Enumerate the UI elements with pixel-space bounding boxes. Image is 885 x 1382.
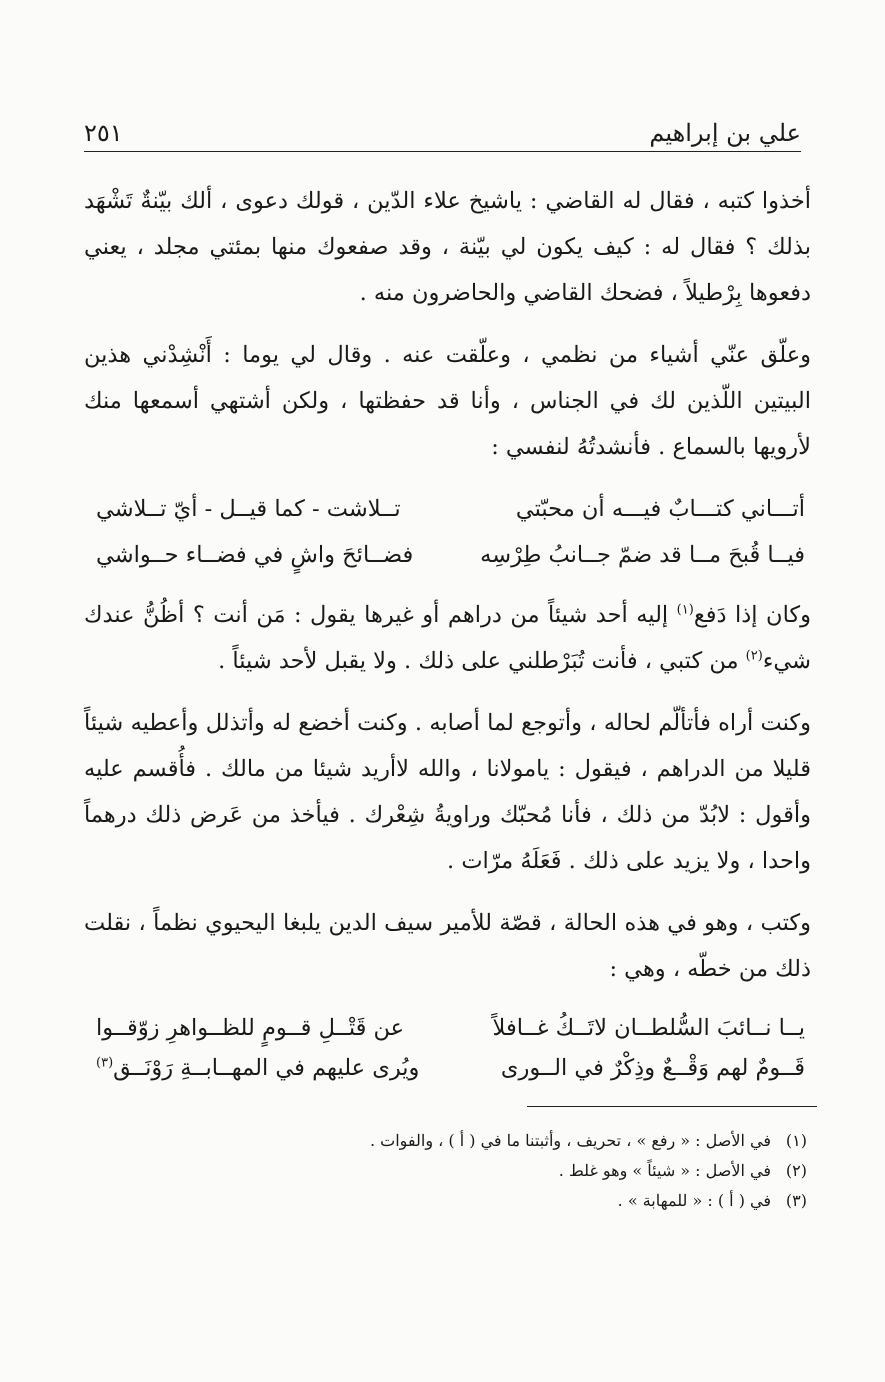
verse-line xyxy=(84,486,811,532)
footnote-text: في ( أ ) : « للمهابة » . xyxy=(617,1191,771,1210)
verse-block-1 xyxy=(84,486,811,578)
verse-hemistich-right: يــا نــائبَ السُّلطــان لاتَــكُ غــافلاً xyxy=(492,1015,805,1041)
footnote-item xyxy=(84,1156,807,1186)
main-text xyxy=(84,178,811,1102)
chapter-title: علي بن إبراهيم xyxy=(649,119,801,147)
footnote-text: في الأصل : « شيئاً » وهو غلط . xyxy=(558,1161,771,1180)
verse-text: ويُرى عليهم في المهــابــةِ رَوْنَــق xyxy=(113,1055,420,1081)
verse-line xyxy=(84,1048,811,1088)
footnote-number: (١) xyxy=(785,1131,807,1150)
page-number: ٢٥١ xyxy=(84,119,123,147)
footnotes xyxy=(84,1126,807,1216)
verse-line xyxy=(84,1008,811,1048)
paragraph-3 xyxy=(84,592,811,684)
footnote-item xyxy=(84,1186,807,1216)
footnote-number: (٢) xyxy=(785,1161,807,1180)
footnote-ref-2: (٢) xyxy=(745,648,763,664)
footnote-ref-1: (١) xyxy=(676,602,694,618)
verse-block-2 xyxy=(84,1008,811,1088)
footnote-item xyxy=(84,1126,807,1156)
paragraph-3-part: إليه أحد شيئاً من دراهم أو غيرها يقول : مَن أنت ؟ أظُنُّ عندك شيء xyxy=(84,602,811,674)
paragraph-1: أخذوا كتبه ، فقال له القاضي : ياشيخ علاء الدّين ، قولك دعوى ، ألك بيّنةٌ تَشْهَد بذلك ؟ فقال له : كيف يكون لي بيّنة ، وقد صفعوك منها بمئتي مجلد ، يعني دفعوها بِرْطيلاً ، فضحك القاضي والحاضرون منه . xyxy=(84,188,811,306)
paragraph-5: وكتب ، وهو في هذه الحالة ، قصّة للأمير سيف الدين يلبغا اليحيوي نظماً ، نقلت ذلك من خطّه ، وهي : xyxy=(84,910,811,982)
verse-hemistich-right: فيــا قُبحَ مــا قد ضمّ جــانبُ طِرْسِه xyxy=(480,542,805,568)
running-header xyxy=(84,104,801,152)
verse-hemistich-left: تــلاشت - كما قيــل - أيّ تــلاشي xyxy=(96,496,401,522)
paragraph-4: وكنت أراه فأتألّم لحاله ، وأتوجع لما أصابه . وكنت أخضع له وأتذلل وأعطيه شيئاً قليلا من الدراهم ، فيقول : يامولانا ، والله لاأريد شيئا من مالك . فأُقسم عليه وأقول : لابُدّ من ذلك ، فأنا مُحبّك وراويةُ شِعْرك . فيأخذ من عَرض ذلك درهماً واحدا ، ولا يزيد على ذلك . فَعَلَهُ مرّات . xyxy=(84,710,811,874)
verse-hemistich-right: أتـــاني كتـــابٌ فيـــه أن محبّتي xyxy=(515,496,805,522)
verse-hemistich-right: قَــومٌ لهم وَقْــعٌ وذِكْرٌ في الــورى xyxy=(500,1055,805,1081)
verse-hemistich-left xyxy=(96,1048,419,1088)
verse-hemistich-left: عن قَتْــلِ قــومٍ للظــواهرِ زوّقــوا xyxy=(96,1015,405,1041)
footnote-number: (٣) xyxy=(785,1191,807,1210)
paragraph-3-part: وكان إذا دَفع xyxy=(693,602,811,628)
paragraph-3-part: من كتبي ، فأنت تُبَرْطلني على ذلك . ولا يقبل لأحد شيئاً . xyxy=(218,648,746,674)
verse-hemistich-left: فضــائحَ واشٍ في فضــاء حــواشي xyxy=(96,542,414,568)
footnote-separator xyxy=(527,1106,817,1107)
footnote-text: في الأصل : « رفع » ، تحريف ، وأثبتنا ما في ( أ ) ، والفوات . xyxy=(369,1131,771,1150)
verse-line xyxy=(84,532,811,578)
paragraph-2: وعلّق عنّي أشياء من نظمي ، وعلّقت عنه . وقال لي يوما : أَنْشِدْني هذين البيتين اللّذين لك في الجناس ، وأنا قد حفظتها ، ولكن أشتهي أسمعها منك لأرويها بالسماع . فأنشدتُهُ لنفسي : xyxy=(84,342,811,460)
footnote-ref-3: (٣) xyxy=(96,1055,114,1071)
